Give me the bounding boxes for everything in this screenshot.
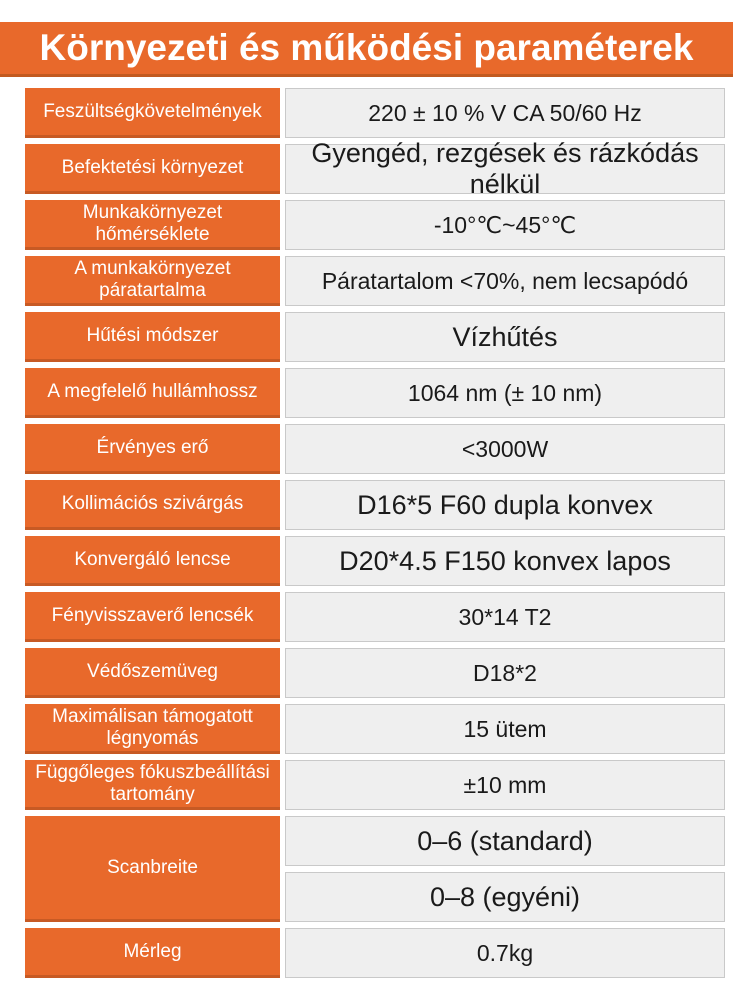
param-value-text: 1064 nm (± 10 nm): [407, 379, 603, 406]
param-value-text: Páratartalom <70%, nem lecsapódó: [321, 267, 689, 294]
param-value-text: D20*4.5 F150 konvex lapos: [339, 545, 671, 576]
param-value-weight: [285, 928, 725, 978]
param-value-collimation-lens: [285, 480, 725, 530]
param-value-work-temperature: [285, 200, 725, 250]
param-label-effective-power: Érvényes erő: [25, 424, 280, 474]
param-value-effective-power: [285, 424, 725, 474]
param-label-voltage: Feszültségkövetelmények: [25, 88, 280, 138]
param-value-text: <3000W: [461, 435, 549, 462]
param-label-scan-width: Scanbreite: [25, 816, 280, 922]
param-label-humidity: A munkakörnyezet páratartalma: [25, 256, 280, 306]
param-value-text: 30*14 T2: [458, 603, 552, 630]
param-label-collimation-lens: Kollimációs szivárgás: [25, 480, 280, 530]
param-value-scan-width-standard: [285, 816, 725, 866]
param-value-voltage: [285, 88, 725, 138]
param-label-converging-lens: Konvergáló lencse: [25, 536, 280, 586]
param-label-weight: Mérleg: [25, 928, 280, 978]
param-value-max-air-pressure: [285, 704, 725, 754]
page-title: Környezeti és működési paraméterek: [39, 27, 694, 68]
param-label-protective-glass: Védőszemüveg: [25, 648, 280, 698]
param-value-text: 0–8 (egyéni): [429, 881, 581, 912]
param-label-installation-environment: Befektetési környezet: [25, 144, 280, 194]
param-label-vertical-focus-range: Függőleges fókuszbeállítási tartomány: [25, 760, 280, 810]
parameters-table: [25, 88, 725, 978]
param-label-cooling-method: Hűtési módszer: [25, 312, 280, 362]
param-label-max-air-pressure: Maximálisan támogatott légnyomás: [25, 704, 280, 754]
param-label-wavelength: A megfelelő hullámhossz: [25, 368, 280, 418]
param-label-reflective-lens: Fényvisszaverő lencsék: [25, 592, 280, 642]
param-value-vertical-focus-range: [285, 760, 725, 810]
param-value-text: D16*5 F60 dupla konvex: [357, 489, 653, 520]
param-value-text: ±10 mm: [463, 771, 547, 798]
param-value-reflective-lens: [285, 592, 725, 642]
param-value-text: Gyengéd, rezgések és rázkódás nélkül: [311, 138, 699, 199]
param-value-converging-lens: [285, 536, 725, 586]
param-value-wavelength: [285, 368, 725, 418]
param-value-scan-width-custom: [285, 872, 725, 922]
param-value-text: Vízhűtés: [452, 321, 558, 352]
param-value-text: 0.7kg: [476, 939, 534, 966]
param-value-text: -10°℃~45°℃: [433, 211, 577, 238]
param-value-text: 15 ütem: [463, 715, 547, 742]
param-value-text: 220 ± 10 % V CA 50/60 Hz: [368, 99, 642, 126]
param-value-installation-environment: [285, 138, 725, 199]
param-value-humidity: [285, 256, 725, 306]
page-title-banner: [0, 22, 733, 77]
param-value-protective-glass: [285, 648, 725, 698]
param-value-cooling-method: [285, 312, 725, 362]
param-value-text: 0–6 (standard): [417, 825, 593, 856]
param-value-text: D18*2: [473, 659, 537, 686]
param-label-work-temperature: Munkakörnyezet hőmérséklete: [25, 200, 280, 250]
